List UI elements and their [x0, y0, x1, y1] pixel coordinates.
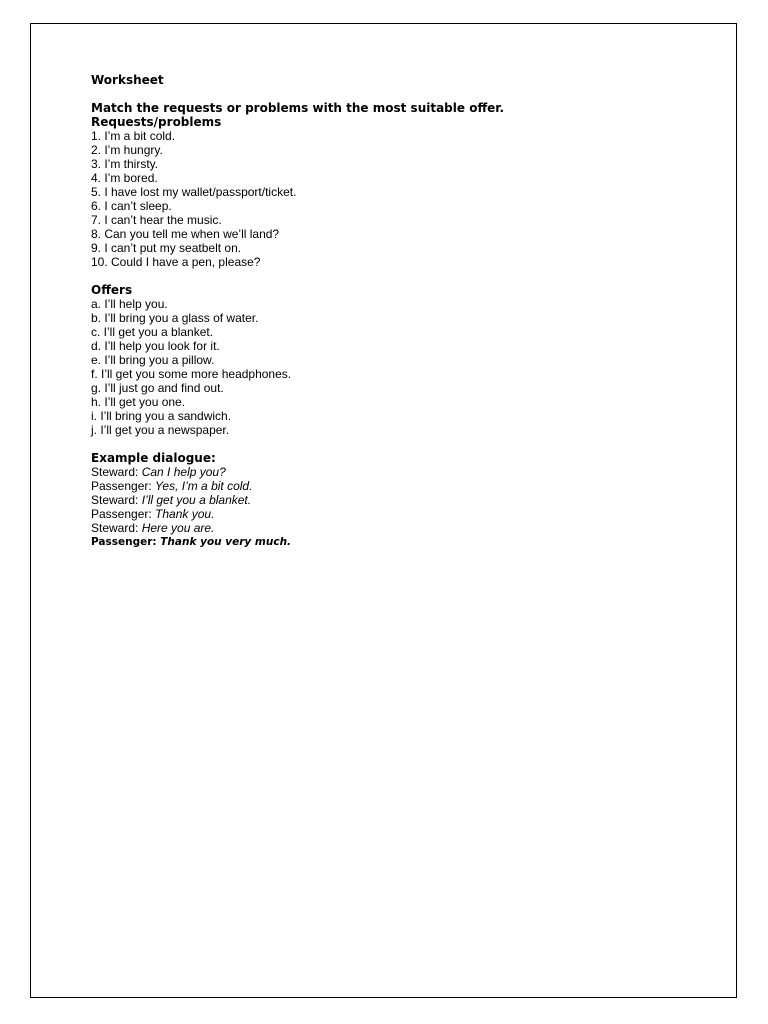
page-title: Worksheet	[91, 73, 164, 87]
dialogue-line	[91, 507, 691, 521]
dialogue-speech: Here you are.	[141, 521, 215, 535]
offers-list	[91, 297, 691, 437]
dialogue-speaker: Passenger:	[91, 536, 161, 548]
request-item: 3. I’m thirsty.	[91, 157, 159, 171]
request-item: 1. I’m a bit cold.	[91, 129, 176, 143]
dialogue-line	[91, 535, 691, 549]
dialogue-speaker: Steward:	[91, 465, 142, 479]
dialogue-line	[91, 465, 691, 479]
request-item: 9. I can’t put my seatbelt on.	[91, 241, 242, 255]
offer-item: a. I’ll help you.	[91, 297, 168, 311]
request-item: 4. I’m bored.	[91, 171, 158, 185]
request-item: 2. I’m hungry.	[91, 143, 163, 157]
request-item: 8. Can you tell me when we’ll land?	[91, 227, 280, 241]
dialogue-line	[91, 493, 691, 507]
request-item: 6. I can’t sleep.	[91, 199, 172, 213]
dialogue-heading: Example dialogue:	[91, 451, 216, 465]
dialogue-speaker: Passenger:	[91, 507, 156, 521]
offer-item: b. I’ll bring you a glass of water.	[91, 311, 259, 325]
dialogue-speech: Can I help you?	[141, 465, 226, 479]
offers-heading: Offers	[91, 283, 133, 297]
dialogue-line	[91, 479, 691, 493]
worksheet-page	[30, 23, 737, 998]
offer-item: f. I’ll get you some more headphones.	[91, 367, 292, 381]
requests-list	[91, 129, 691, 269]
dialogue-speech: I’ll get you a blanket.	[141, 493, 252, 507]
example-dialogue	[91, 465, 691, 549]
offer-item: i. I’ll bring you a sandwich.	[91, 409, 232, 423]
offer-item: g. I’ll just go and find out.	[91, 381, 224, 395]
offer-item: j. I’ll get you a newspaper.	[91, 423, 230, 437]
request-item: 7. I can’t hear the music.	[91, 213, 222, 227]
offer-item: d. I’ll help you look for it.	[91, 339, 220, 353]
dialogue-line	[91, 521, 691, 535]
offer-item: c. I’ll get you a blanket.	[91, 325, 214, 339]
instruction-text: Match the requests or problems with the most suitable offer.	[91, 101, 505, 115]
request-item: 10. Could I have a pen, please?	[91, 255, 261, 269]
dialogue-speech: Yes, I’m a bit cold.	[155, 479, 253, 493]
dialogue-speech: Thank you very much.	[160, 536, 292, 548]
dialogue-speaker: Passenger:	[91, 479, 156, 493]
request-item: 5. I have lost my wallet/passport/ticket.	[91, 185, 297, 199]
worksheet-content	[91, 73, 691, 549]
dialogue-speaker: Steward:	[91, 521, 142, 535]
requests-heading: Requests/problems	[91, 115, 222, 129]
offer-item: e. I’ll bring you a pillow.	[91, 353, 215, 367]
dialogue-speaker: Steward:	[91, 493, 142, 507]
dialogue-speech: Thank you.	[155, 507, 215, 521]
offer-item: h. I’ll get you one.	[91, 395, 186, 409]
